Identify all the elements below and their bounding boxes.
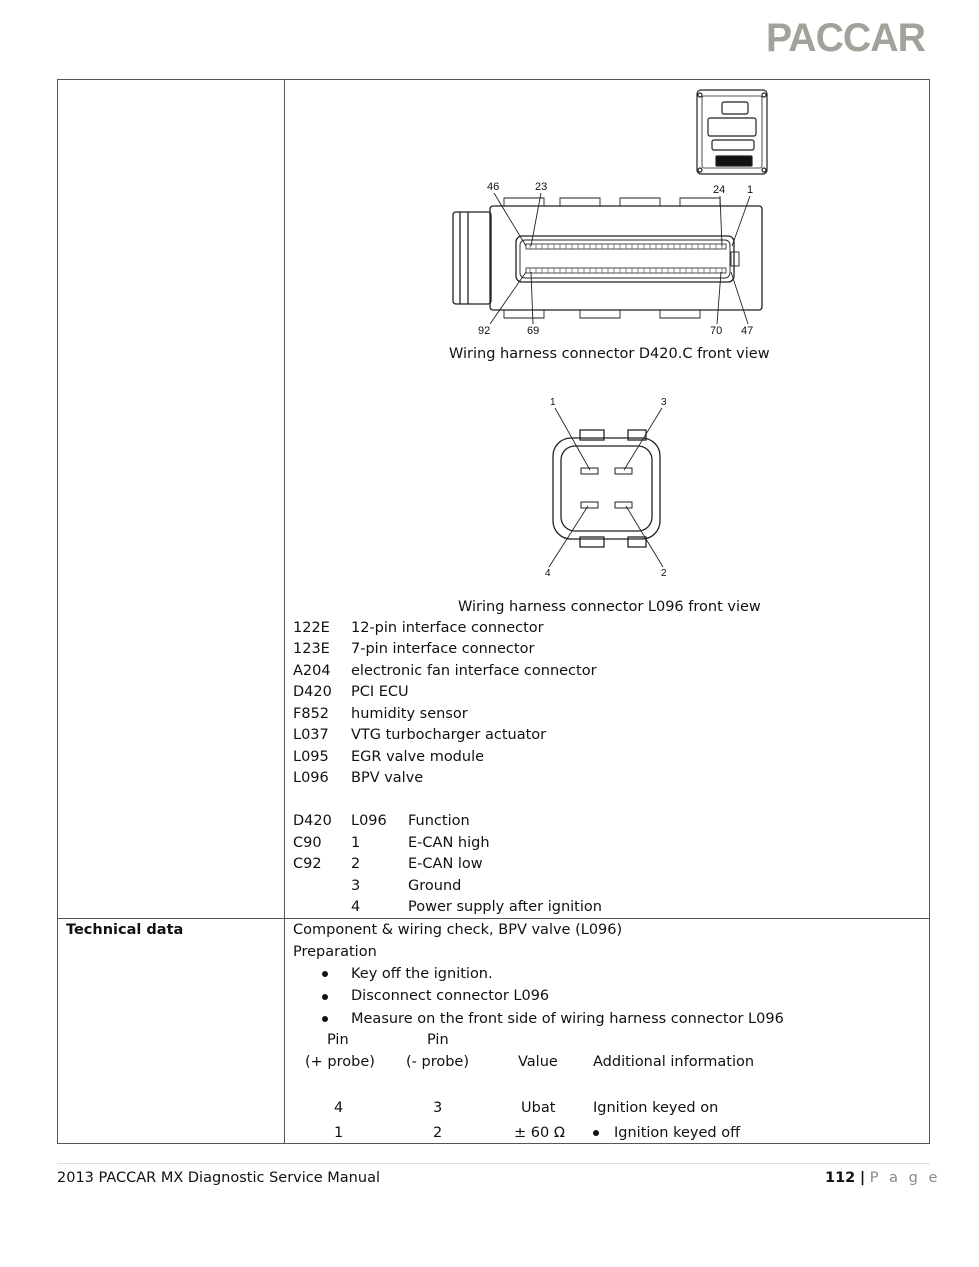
d420-pin-label: 1	[747, 184, 754, 196]
pin-table-cell: 4	[351, 899, 361, 915]
footer-page	[825, 1169, 940, 1187]
page-separator: |	[859, 1170, 866, 1186]
legend-code: L037	[293, 727, 329, 743]
legend-code: D420	[293, 684, 332, 700]
preparation-heading: Preparation	[293, 944, 377, 960]
pin-table-cell: E-CAN low	[408, 856, 483, 872]
l096-connector-diagram	[540, 392, 675, 582]
legend-desc: 12-pin interface connector	[351, 620, 544, 636]
pin-table-cell: Power supply after ignition	[408, 899, 602, 915]
pin-table-header: L096	[351, 813, 387, 829]
legend-desc: 7-pin interface connector	[351, 641, 535, 657]
pin-table-cell: E-CAN high	[408, 835, 490, 851]
d420-pin-label: 24	[713, 184, 726, 196]
legend-code: L095	[293, 749, 329, 765]
l096-caption: Wiring harness connector L096 front view	[458, 599, 761, 615]
pin-table-header: Function	[408, 813, 470, 829]
legend-desc: humidity sensor	[351, 706, 468, 722]
preparation-step: Measure on the front side of wiring harness connector L096	[351, 1011, 784, 1027]
d420-connector-diagram	[440, 88, 780, 343]
legend-code: F852	[293, 706, 330, 722]
legend-code: 122E	[293, 620, 330, 636]
technical-title: Component & wiring check, BPV valve (L096)	[293, 922, 623, 938]
footer-divider	[57, 1163, 930, 1164]
l096-pin-label: 1	[550, 397, 556, 408]
pin-table-cell: 3	[351, 878, 361, 894]
footer-manual-title: 2013 PACCAR MX Diagnostic Service Manual	[57, 1170, 380, 1186]
legend-code: L096	[293, 770, 329, 786]
legend-code: A204	[293, 663, 331, 679]
table-row-divider	[57, 918, 930, 919]
page-number: 112	[825, 1170, 856, 1186]
paccar-logo: PACCAR	[766, 16, 925, 60]
d420-pin-label: 23	[535, 181, 548, 193]
l096-pin-label: 3	[661, 397, 667, 408]
measure-header-plus: Pin	[327, 1032, 349, 1048]
measure-plus: 4	[334, 1100, 344, 1116]
measure-minus: 2	[433, 1125, 443, 1141]
measure-info: Ignition keyed on	[593, 1100, 719, 1116]
legend-code: 123E	[293, 641, 330, 657]
measure-header-minus: Pin	[427, 1032, 449, 1048]
measure-value: ± 60 Ω	[514, 1125, 565, 1141]
page-word: P a g e	[869, 1170, 941, 1186]
pin-table-cell: C90	[293, 835, 322, 851]
measure-header-info: Additional information	[593, 1054, 755, 1070]
d420-caption: Wiring harness connector D420.C front view	[449, 346, 770, 362]
d420-pin-label: 46	[487, 181, 500, 193]
legend-desc: electronic fan interface connector	[351, 663, 597, 679]
measure-plus: 1	[334, 1125, 344, 1141]
ecu-housing-icon	[697, 90, 767, 174]
pin-table-cell: 1	[351, 835, 361, 851]
bullet-icon	[322, 971, 328, 977]
legend-desc: BPV valve	[351, 770, 424, 786]
pin-table-cell: Ground	[408, 878, 462, 894]
measure-info: Ignition keyed off	[614, 1125, 741, 1141]
preparation-step: Key off the ignition.	[351, 966, 493, 982]
measure-header-value: Value	[518, 1054, 558, 1070]
d420-pin-label: 47	[741, 325, 754, 337]
pin-table-header: D420	[293, 813, 332, 829]
table-column-divider	[284, 79, 285, 1144]
bullet-icon	[322, 1016, 328, 1022]
legend-desc: VTG turbocharger actuator	[351, 727, 547, 743]
pin-table-cell: C92	[293, 856, 322, 872]
bullet-icon	[322, 994, 328, 1000]
measure-header-plus: (+ probe)	[305, 1054, 375, 1070]
d420-pin-label: 69	[527, 325, 540, 337]
measure-minus: 3	[433, 1100, 443, 1116]
measure-value: Ubat	[521, 1100, 556, 1116]
d420-pin-label: 70	[710, 325, 723, 337]
d420-pin-label: 92	[478, 325, 491, 337]
technical-data-label: Technical data	[66, 922, 184, 938]
bullet-icon	[593, 1130, 599, 1136]
l096-pin-label: 4	[545, 568, 551, 579]
legend-desc: EGR valve module	[351, 749, 485, 765]
preparation-step: Disconnect connector L096	[351, 988, 550, 1004]
l096-pin-label: 2	[661, 568, 667, 579]
pin-table-cell: 2	[351, 856, 361, 872]
legend-desc: PCI ECU	[351, 684, 409, 700]
measure-header-minus: (- probe)	[406, 1054, 469, 1070]
